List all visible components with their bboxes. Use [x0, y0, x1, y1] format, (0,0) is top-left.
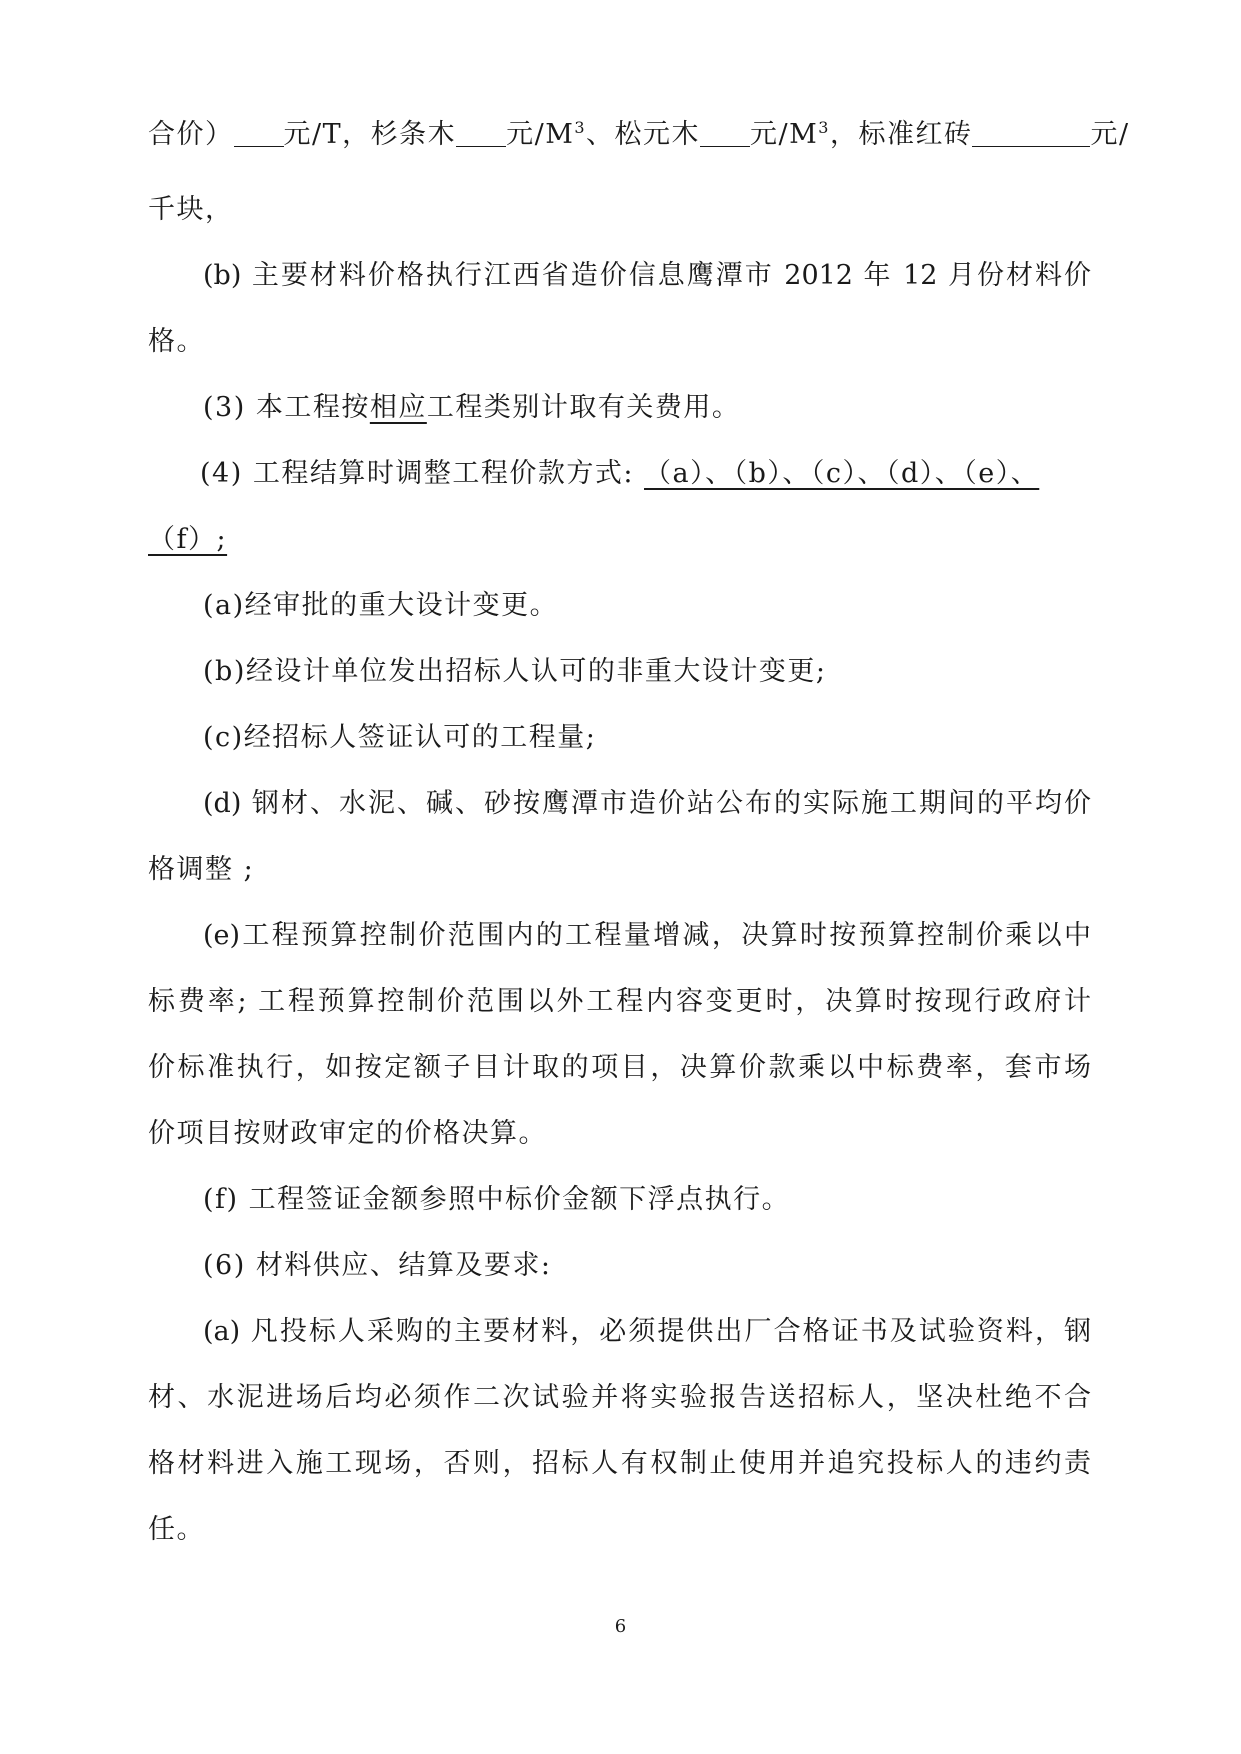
underlined-text: 相应 [369, 392, 427, 423]
text-line-10: (c)经招标人签证认可的工程量; [203, 722, 597, 753]
text-line-16: 价项目按财政审定的价格决算。 [148, 1118, 547, 1149]
text-line-9: (b)经设计单位发出招标人认可的非重大设计变更; [203, 656, 827, 687]
text-segment: (3) 本工程按 [203, 392, 370, 423]
text-line-15: 价标准执行，如按定额子目计取的项目，决算价款乘以中标费率，套市场 [148, 1052, 1091, 1083]
text-line-12: 格调整 ; [148, 854, 255, 885]
fill-blank [972, 118, 1090, 147]
underlined-text: （a）、（b）、（c）、（d）、（e）、 [644, 458, 1040, 489]
text-line-8: (a)经审批的重大设计变更。 [203, 590, 559, 621]
text-segment: 合价） [148, 119, 234, 150]
text-line-7: （f）; [148, 524, 228, 555]
text-line-11: (d) 钢材、水泥、碱、砂按鹰潭市造价站公布的实际施工期间的平均价 [203, 788, 1091, 819]
text-line-2: 千块， [148, 194, 234, 225]
text-line-20: 材、水泥进场后均必须作二次试验并将实验报告送招标人，坚决杜绝不合 [148, 1382, 1091, 1413]
text-line-18: (6) 材料供应、结算及要求: [203, 1250, 552, 1281]
text-line-3: (b) 主要材料价格执行江西省造价信息鹰潭市 2012 年 12 月份材料价 [203, 260, 1091, 291]
text-line-4: 格。 [148, 326, 205, 357]
text-segment: 元/T，杉条木 [283, 119, 457, 150]
text-line-13: (e)工程预算控制价范围内的工程量增减，决算时按预算控制价乘以中 [203, 920, 1091, 951]
page-number: 6 [614, 1616, 627, 1637]
text-segment: 工程类别计取有关费用。 [426, 392, 741, 423]
fill-blank [234, 118, 284, 147]
text-segment: 元/M [750, 119, 819, 150]
superscript: 3 [818, 118, 830, 137]
text-line-6 [200, 454, 1039, 494]
text-line-21: 格材料进入施工现场，否则，招标人有权制止使用并追究投标人的违约责 [148, 1448, 1091, 1479]
text-line-1 [148, 115, 1130, 155]
text-line-19: (a) 凡投标人采购的主要材料，必须提供出厂合格证书及试验资料，钢 [203, 1316, 1091, 1347]
text-segment: 元/ [1090, 119, 1130, 150]
text-line-14: 标费率; 工程预算控制价范围以外工程内容变更时，决算时按现行政府计 [148, 986, 1091, 1017]
superscript: 3 [574, 118, 587, 137]
text-segment: 元/M [506, 119, 575, 150]
text-segment: 、松元木 [586, 119, 701, 150]
text-segment: (4) 工程结算时调整工程价款方式: [200, 458, 645, 489]
text-line-17: (f) 工程签证金额参照中标价金额下浮点执行。 [203, 1184, 791, 1215]
text-line-5 [203, 388, 740, 428]
text-segment: ，标准红砖 [829, 119, 973, 150]
fill-blank [700, 118, 750, 147]
fill-blank [456, 118, 506, 147]
text-line-22: 任。 [148, 1514, 205, 1545]
